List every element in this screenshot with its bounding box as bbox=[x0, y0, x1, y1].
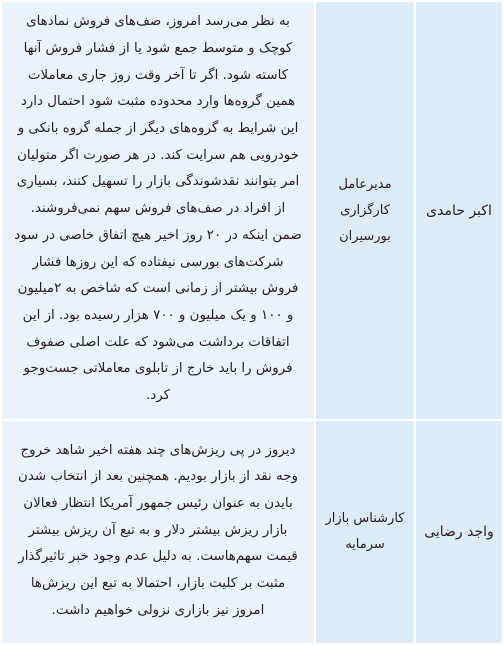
person-name: اکبر حامدی bbox=[415, 1, 503, 420]
table-row bbox=[1, 420, 503, 644]
opinion-text: دیروز در پی ریزش‌های چند هفته اخیر شاهد خروج وجه نقد از بازار بودیم. همچنین بعد از انتخاب شدن بایدن به عنوان رئیس جمهور آمریکا انتظار فعالان بازار ریزش بیشتر دلار و به تبع آن ریزش بیشتر قیمت سهم‌هاست. به دلیل عدم وجود خبر تاثیرگذار مثبت بر کلیت بازار، احتمالا به تبع این ریزش‌ها امروز نیز بازاری نزولی خواهیم داشت. bbox=[1, 420, 315, 644]
person-title: کارشناس بازار سرمایه bbox=[315, 420, 415, 644]
opinion-text: به نظر می‌رسد امروز، صف‌های فروش نمادهای کوچک و متوسط جمع شود یا از فشار فروش آنها کاسته شود. اگر تا آخر وقت روز جاری معاملات همین گروه‌ها وارد محدوده مثبت شود احتمال دارد این شرایط به گروه‌های دیگر از جمله گروه بانکی و خودرویی هم سرایت کند. در هر صورت اگر متولیان امر بتوانند نقدشوندگی بازار را تسهیل کنند، بسیاری از افراد در صف‌های فروش سهم نمی‌فروشند. ضمن اینکه در ۲۰ روز اخیر هیچ اتفاق خاصی در سود شرکت‌های بورسی نیفتاده که این روزها فشار فروش بیشتر از زمانی است که شاخص به ۲میلیون و ۱۰۰ و یک میلیون و ۷۰۰ هزار رسیده بود. از این اتفاقات برداشت می‌شود که علت اصلی صفوف فروش را باید خارج از تابلوی معاملاتی جست‌وجو کرد. bbox=[1, 1, 315, 420]
person-title: مدیرعامل کارگزاری بورسیران bbox=[315, 1, 415, 420]
table-row bbox=[1, 1, 503, 420]
person-name: واجد رضایی bbox=[415, 420, 503, 644]
